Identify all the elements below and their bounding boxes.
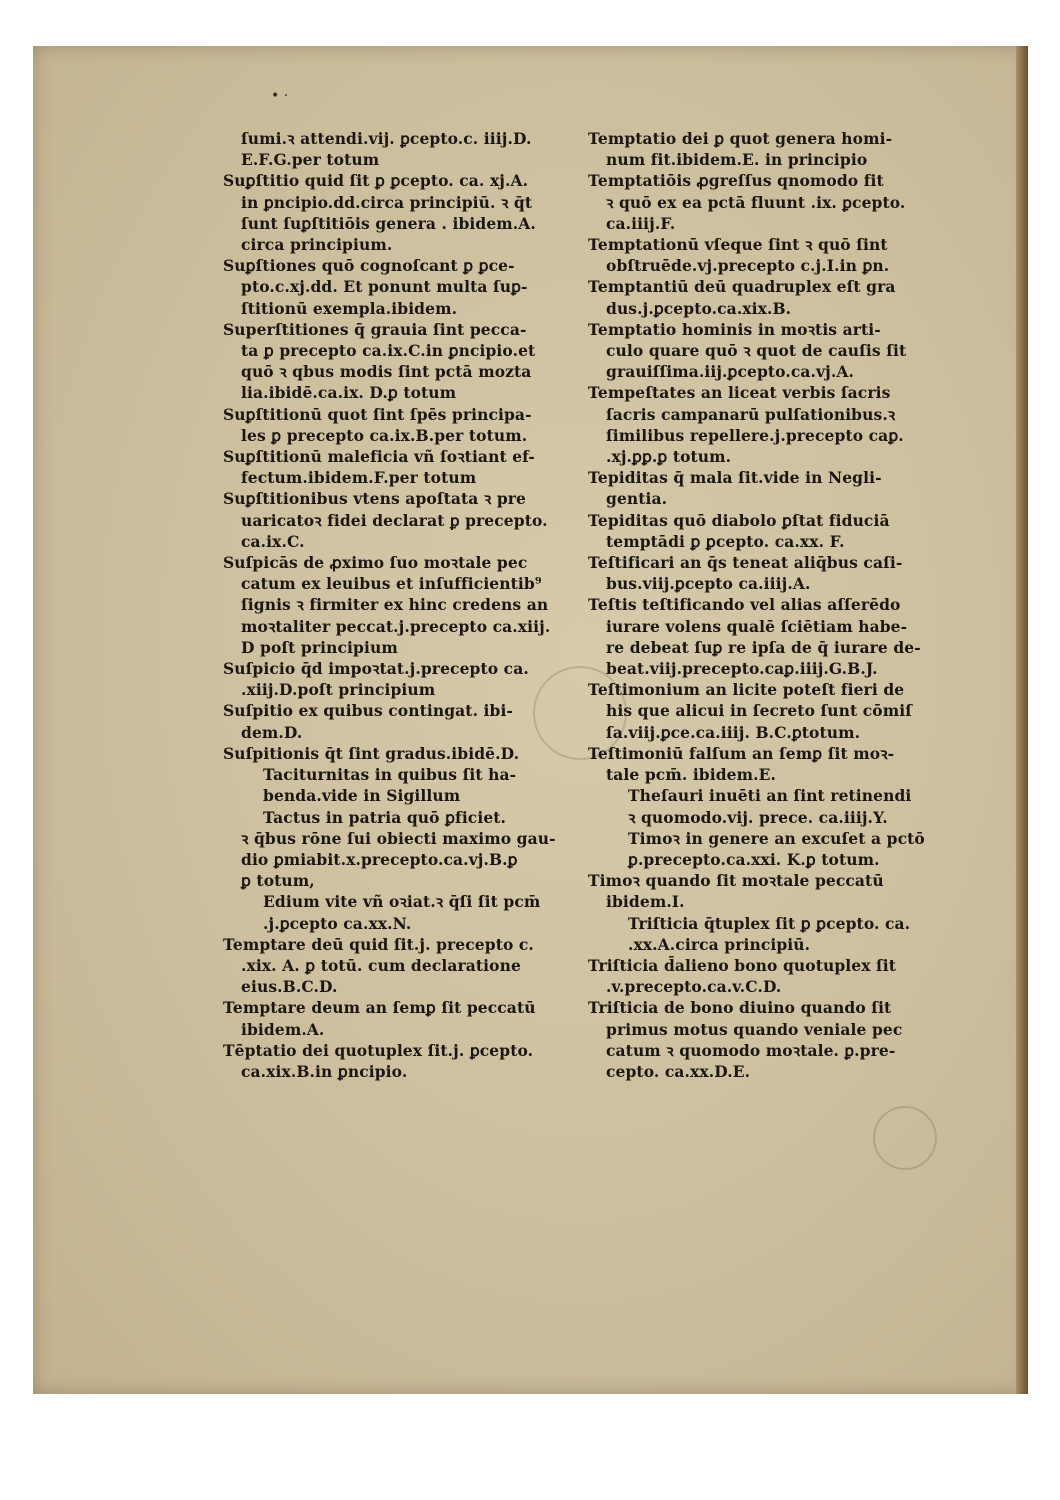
index-line: Teſtimoniū falſum an ſemꝑ ſit moꝛ- [588, 743, 895, 763]
index-line: Tēptatio dei quotuplex ſit.j. ꝑcepto. [223, 1040, 534, 1060]
index-line: ſa.viij.ꝑce.ca.iiij. B.C.ꝑtotum. [606, 722, 861, 742]
index-line: catum ꝛ quomodo moꝛtale. ꝑ.pre- [606, 1040, 896, 1060]
index-line: culo quare quō ꝛ quot de cauſis ſit [606, 341, 907, 361]
index-line: ſunt ſuꝑſtitiōis genera . ibidem.A. [241, 213, 536, 233]
index-line: E.F.G.per totum [241, 150, 380, 170]
index-line: in ꝑncipio.dd.circa principiū. ꝛ q̄t [241, 192, 533, 212]
index-line: Temptantiū deū quadruplex eſt gra [588, 277, 896, 297]
index-line: re debeat ſuꝑ re ipſa de q̄ iurare de- [606, 637, 921, 657]
index-line: Tepiditas q̄ mala ſit.vide in Negli- [588, 468, 882, 488]
index-line: .j.ꝑcepto ca.xx.N. [263, 913, 412, 933]
index-line: Taciturnitas in quibus ſit ha- [263, 765, 517, 785]
index-line: ca.xix.B.in ꝑncipio. [241, 1061, 408, 1081]
index-column-right [588, 128, 958, 1082]
index-line: primus motus quando veniale pec [606, 1019, 903, 1039]
index-line: Triſticia q̄tuplex ſit ꝑ ꝑcepto. ca. [628, 913, 911, 933]
index-line: Temptationū vſeque ſint ꝛ quō ſint [588, 235, 888, 255]
index-line: Suſpitio ex quibus contingat. ibi- [223, 701, 514, 721]
index-line: catum ex leuibus et inſufficientib⁹ [241, 574, 542, 594]
index-line: Suſpitionis q̄t ſint gradus.ibidē.D. [223, 743, 520, 763]
index-line: ꝑ.precepto.ca.xxi. K.ꝑ totum. [628, 849, 880, 869]
index-line: pto.c.xj.dd. Et ponunt multa ſuꝑ- [241, 277, 528, 297]
book-page [33, 46, 1028, 1394]
index-line: ta ꝑ precepto ca.ix.C.in ꝑncipio.et [241, 341, 536, 361]
index-line: beat.viij.precepto.caꝑ.iiij.G.B.J. [606, 659, 878, 679]
index-line: Suꝑſtitionibus vtens apoſtata ꝛ pre [223, 489, 527, 509]
index-line: bus.viij.ꝑcepto ca.iiij.A. [606, 574, 811, 594]
index-line: uaricatoꝛ fidei declarat ꝑ precepto. [241, 510, 548, 530]
index-line: moꝛtaliter peccat.j.precepto ca.xiij. [241, 616, 551, 636]
index-line: obſtruēde.vj.precepto c.j.I.in ꝑn. [606, 256, 890, 276]
index-line: Teſtimonium an licite poteſt fieri de [588, 680, 905, 700]
index-line: .xix. A. ꝑ totū. cum declaratione [241, 955, 521, 975]
top-mark: • · [271, 88, 289, 104]
index-line: Theſauri inuēti an ſint retinendi [628, 786, 912, 806]
index-line: Suꝑſtitio quid ſit ꝑ ꝑcepto. ca. xj.A. [223, 171, 529, 191]
index-line: ꝛ q̄bus rōne ſui obiecti maximo gau- [241, 828, 556, 848]
index-line: Temptatiōis ꝓgreſſus qnomodo fit [588, 171, 884, 191]
index-line: .xj.ꝑꝑ.ꝑ totum. [606, 447, 732, 467]
index-line: gentia. [606, 489, 668, 509]
index-line: Suꝑſtitionū maleficia vñ ſoꝛtiant ef- [223, 447, 535, 467]
index-line: dem.D. [241, 722, 303, 742]
index-line: Suſpicio q̄d impoꝛtat.j.precepto ca. [223, 659, 529, 679]
index-column-left [223, 128, 573, 1082]
index-line: lia.ibidē.ca.ix. D.ꝑ totum [241, 383, 457, 403]
index-line: les ꝑ precepto ca.ix.B.per totum. [241, 425, 528, 445]
index-line: dus.j.ꝑcepto.ca.xix.B. [606, 298, 792, 318]
index-line: .v.precepto.ca.v.C.D. [606, 977, 782, 997]
index-line: ꝛ quomodo.vij. prece. ca.iiij.Y. [628, 807, 888, 827]
index-line: .xiij.D.poſt principium [241, 680, 436, 700]
index-line: num fit.ibidem.E. in principio [606, 150, 868, 170]
index-line: ſacris campanarū pulſationibus.ꝛ [606, 404, 896, 424]
index-line: Tactus in patria quō ꝑficiet. [263, 807, 507, 827]
index-line: Timoꝛ in genere an excuſet a pctō [628, 828, 925, 848]
index-line: fectum.ibidem.F.per totum [241, 468, 477, 488]
index-line: Suſpicās de ꝓximo ſuo moꝛtale pec [223, 553, 528, 573]
index-line: dio ꝑmiabit.x.precepto.ca.vj.B.ꝑ [241, 849, 518, 869]
index-line: iurare volens qualē ſciētiam habe- [606, 616, 908, 636]
index-line: Edium vite vñ oꝛiat.ꝛ q̄ſi ſit pcm̄ [263, 892, 541, 912]
index-line: Triſticia de bono diuino quando ſit [588, 998, 892, 1018]
index-line: Suꝑſtitionū quot ſint ſpēs principa- [223, 404, 532, 424]
index-line: temptādi ꝑ ꝑcepto. ca.xx. F. [606, 531, 845, 551]
index-line: Suꝑſtiones quō cognoſcant ꝑ ꝑce- [223, 256, 515, 276]
index-line: tale pcm̄. ibidem.E. [606, 765, 777, 785]
index-line: Tempeſtates an liceat verbis ſacris [588, 383, 891, 403]
index-line: ſignis ꝛ firmiter ex hinc credens an [241, 595, 549, 615]
index-line: Teſtis teſtificando vel alias aſſerēdo [588, 595, 901, 615]
index-line: ꝛ quō ex ea pctā fluunt .ix. ꝑcepto. [606, 192, 906, 212]
index-line: Temptatio dei ꝑ quot genera homi- [588, 129, 893, 148]
index-line: eius.B.C.D. [241, 977, 338, 997]
index-line: ibidem.A. [241, 1019, 325, 1039]
index-line: Triſticia d̄alieno bono quotuplex ſit [588, 955, 897, 975]
page-edge [1016, 46, 1028, 1394]
index-line: ca.iiij.F. [606, 213, 676, 233]
index-line: grauiſſima.iij.ꝑcepto.ca.vj.A. [606, 362, 854, 382]
index-line: .xx.A.circa principiū. [628, 934, 811, 954]
index-line: Temptare deum an ſemꝑ ſit peccatū [223, 998, 536, 1018]
index-line: ca.ix.C. [241, 531, 305, 551]
index-line: Temptatio hominis in moꝛtis arti- [588, 319, 881, 339]
watermark-stamp [873, 1106, 937, 1170]
index-line: ꝑ totum, [241, 871, 315, 891]
index-line: his que alicui in ſecreto ſunt cōmiſ [606, 701, 912, 721]
index-line: Tepiditas quō diabolo ꝑſtat fiduciā [588, 510, 890, 530]
index-line: Teſtificari an q̄s teneat aliq̄bus caſi- [588, 553, 903, 573]
index-line: ſumi.ꝛ attendi.vij. ꝑcepto.c. iiij.D. [241, 129, 532, 148]
index-line: quō ꝛ qbus modis ſint pctā mozta [241, 362, 532, 382]
index-line: Temptare deū quid ſit.j. precepto c. [223, 934, 534, 954]
index-line: circa principium. [241, 235, 393, 255]
index-line: D poſt principium [241, 637, 398, 657]
index-line: Superſtitiones q̄ grauia ſint pecca- [223, 319, 527, 339]
index-line: Timoꝛ quando ſit moꝛtale peccatū [588, 871, 884, 891]
index-line: ſimilibus repellere.j.precepto caꝑ. [606, 425, 904, 445]
index-line: ibidem.I. [606, 892, 685, 912]
index-line: benda.vide in Sigillum [263, 786, 461, 806]
index-line: cepto. ca.xx.D.E. [606, 1061, 751, 1081]
index-line: ſtitionū exempla.ibidem. [241, 298, 458, 318]
